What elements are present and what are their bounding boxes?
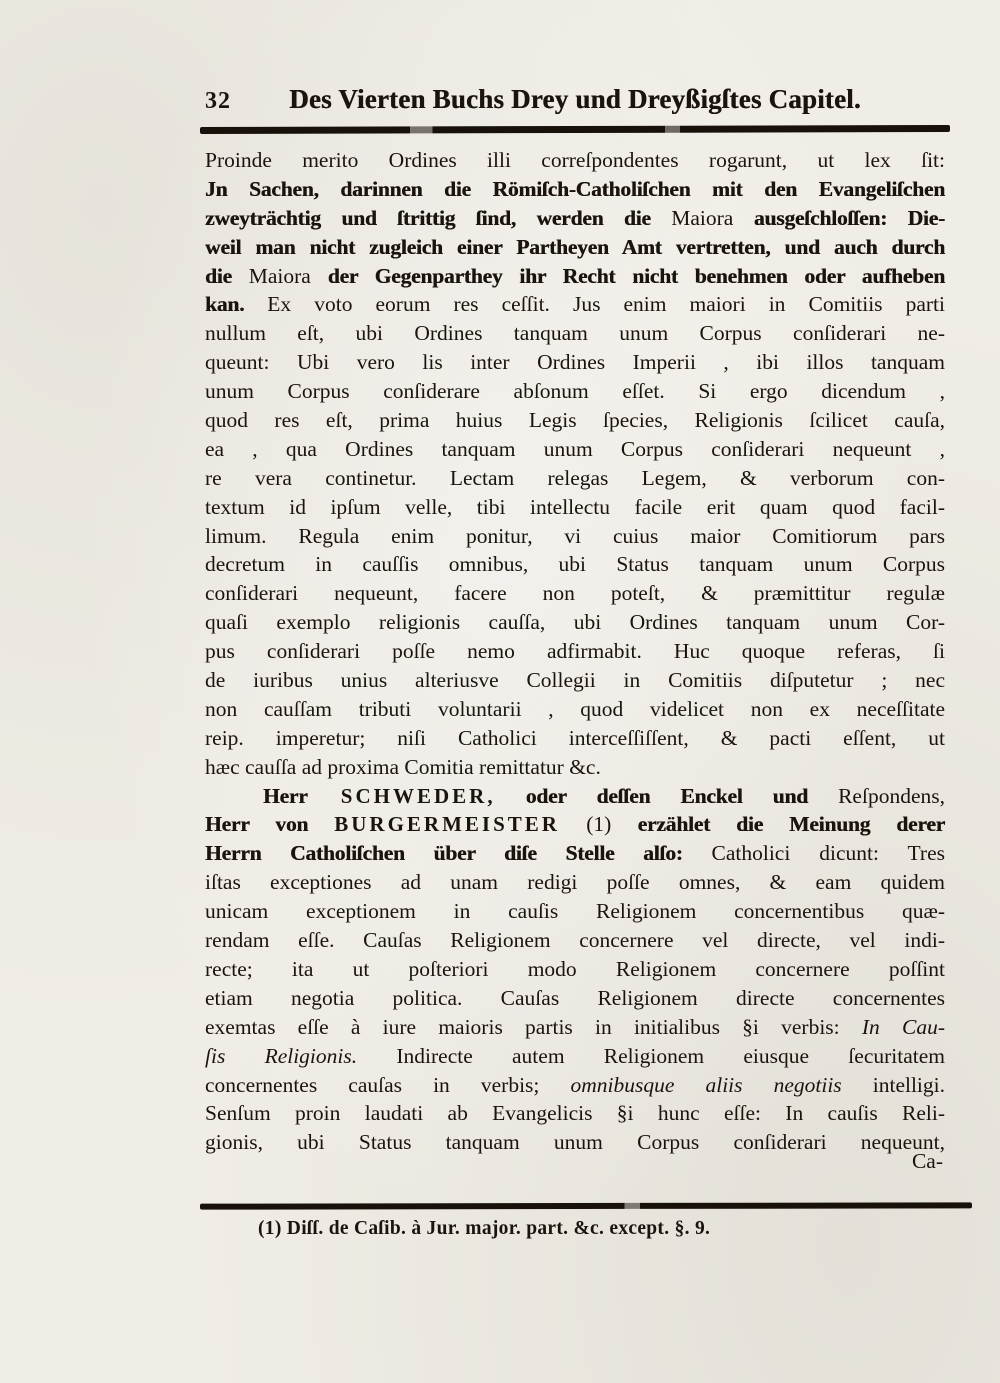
text-segment: Catholici dicunt: Tres: [711, 841, 945, 866]
text-segment: rendam eſſe. Cauſas Religionem concernere vel directe, vel indi-: [205, 928, 945, 953]
text-line: [205, 1099, 945, 1128]
catchword: Ca-: [911, 1149, 943, 1173]
text-segment: iſtas exceptiones ad unam redigi poſſe omnes, & eam quidem: [205, 870, 945, 895]
text-line: [205, 666, 945, 695]
text-line: [205, 984, 945, 1013]
text-segment: quod res eſt, prima huius Legis ſpecies, Religionis ſcilicet cauſa,: [205, 408, 945, 433]
text-segment: decretum in cauſſis omnibus, ubi Status tanquam unum Corpus: [205, 552, 945, 577]
text-line: [205, 348, 945, 377]
header-rule: [200, 125, 950, 134]
text-segment: exemtas eſſe à iure maioris partis in initialibus §i verbis:: [205, 1014, 862, 1039]
text-line: [205, 406, 945, 435]
text-segment: conſiderari nequeunt, facere non poteſt, & præmittitur regulæ: [205, 581, 945, 606]
text-segment: unicam exceptionem in cauſis Religionem concernentibus quæ-: [205, 899, 945, 924]
text-line: [205, 695, 945, 724]
text-segment: de iuribus unius alteriusve Collegii in Comitiis diſputetur ; nec: [205, 668, 945, 693]
body-text: [205, 146, 945, 1157]
text-segment: Jn Sachen, darinnen die Römiſch-Catholiſchen mit den Evangeliſchen: [205, 176, 945, 201]
text-line: [205, 839, 945, 868]
text-line: [205, 810, 945, 839]
text-segment: Proinde merito Ordines illi correſpondentes rogarunt, ut lex ſit:: [205, 148, 945, 172]
text-segment: re vera continetur. Lectam relegas Legem, & verborum con-: [205, 465, 945, 490]
text-segment: kan.: [205, 292, 245, 317]
text-line: [205, 146, 945, 175]
text-segment: quaſi exemplo religionis cauſſa, ubi Ordines tanquam unum Cor-: [205, 610, 945, 635]
text-line: [205, 753, 945, 782]
text-segment: unum Corpus conſiderare abſonum eſſet. Si ergo dicendum ,: [205, 379, 945, 404]
text-line: [205, 319, 945, 348]
text-line: [205, 233, 945, 262]
text-line: [205, 464, 945, 493]
page-number: 32: [205, 88, 231, 114]
text-segment: Herrn Catholiſchen über diſe Stelle alſo:: [205, 841, 712, 866]
text-segment: BURGERMEISTER: [334, 812, 560, 837]
text-segment: pus conſiderari poſſe nemo adfirmabit. Huc quoque referas, ſi: [205, 639, 945, 664]
text-segment: textum id ipſum velle, tibi intellectu facile erit quam quod facil-: [205, 494, 945, 519]
text-segment: queunt: Ubi vero lis inter Ordines Imperii , ibi illos tanquam: [205, 350, 945, 375]
text-line: [205, 1042, 945, 1071]
footnote: (1) Diſſ. de Caſib. à Jur. major. part. &c. except. §. 9.: [258, 1218, 711, 1239]
text-segment: intelligi.: [841, 1072, 946, 1097]
text-line: [205, 897, 945, 926]
text-line: [205, 782, 945, 811]
text-line: [205, 262, 945, 291]
text-segment: erzählet die Meinung derer: [637, 812, 945, 837]
text-line: [205, 926, 945, 955]
text-line: [205, 1128, 945, 1157]
running-header: Des Vierten Buchs Drey und Dreyßigſtes Capitel.: [289, 84, 861, 114]
text-line: [205, 290, 945, 319]
text-line: [205, 1071, 945, 1100]
text-segment: limum. Regula enim ponitur, vi cuius maior Comitiorum pars: [205, 523, 945, 548]
text-segment: ea , qua Ordines tanquam unum Corpus conſiderari nequeunt ,: [205, 436, 945, 461]
text-segment: ſis Religionis.: [205, 1043, 358, 1068]
text-segment: Maiora: [248, 263, 311, 288]
text-line: [205, 1013, 945, 1042]
text-segment: Maiora: [671, 205, 734, 230]
text-segment: Senſum proin laudati ab Evangelicis §i hunc eſſe: In cauſis Reli-: [205, 1101, 945, 1126]
text-segment: Reſpondens,: [838, 783, 945, 808]
text-line: [205, 608, 945, 637]
text-segment: nullum eſt, ubi Ordines tanquam unum Corpus conſiderari ne-: [205, 321, 945, 346]
text-segment: omnibusque aliis negotiis: [570, 1072, 842, 1097]
page-header: [205, 84, 945, 115]
text-line: [205, 377, 945, 406]
text-line: [205, 550, 945, 579]
text-segment: etiam negotia politica. Cauſas Religionem directe concernentes: [205, 985, 945, 1010]
text-segment: concernentes cauſas in verbis;: [205, 1072, 571, 1097]
text-segment: die: [205, 263, 249, 288]
text-line: [205, 579, 945, 608]
text-segment: Indirecte autem Religionem eiusque ſecuritatem: [357, 1043, 945, 1068]
text-segment: Herr von: [205, 812, 335, 837]
text-segment: Herr: [263, 783, 308, 808]
text-segment: non cauſſam tributi voluntarii , quod videlicet non ex neceſſitate: [205, 696, 945, 721]
text-line: [205, 724, 945, 753]
text-segment: oder deſſen Enckel und: [495, 783, 839, 808]
text-line: [205, 868, 945, 897]
text-segment: recte; ita ut poſteriori modo Religionem concernere poſſint: [205, 956, 945, 981]
footnote-rule: [200, 1202, 972, 1209]
text-line: [205, 204, 945, 233]
text-line: [205, 522, 945, 551]
text-segment: weil man nicht zugleich einer Partheyen Amt vertretten, und auch durch: [205, 234, 945, 259]
text-segment: hæc cauſſa ad proxima Comitia remittatur &c.: [205, 754, 601, 779]
text-segment: SCHWEDER,: [307, 783, 496, 808]
text-segment: zweyträchtig und ſtrittig ſind, werden die: [205, 205, 672, 230]
text-segment: reip. imperetur; niſi Catholici interceſſiſſent, & pacti eſſent, ut: [205, 725, 945, 750]
text-segment: gionis, ubi Status tanquam unum Corpus conſiderari nequeunt,: [205, 1130, 945, 1155]
text-line: [205, 175, 945, 204]
text-segment: der Gegenparthey ihr Recht nicht benehmen oder aufheben: [310, 263, 945, 288]
text-segment: ausgeſchloſſen: Die-: [733, 205, 945, 230]
text-segment: In Cau-: [861, 1014, 945, 1039]
text-line: [205, 637, 945, 666]
text-segment: Ex voto eorum res ceſſit. Jus enim maiori in Comitiis parti: [244, 292, 945, 317]
text-line: [205, 435, 945, 464]
text-line: [205, 493, 945, 522]
text-line: [205, 955, 945, 984]
text-segment: (1): [559, 812, 638, 837]
